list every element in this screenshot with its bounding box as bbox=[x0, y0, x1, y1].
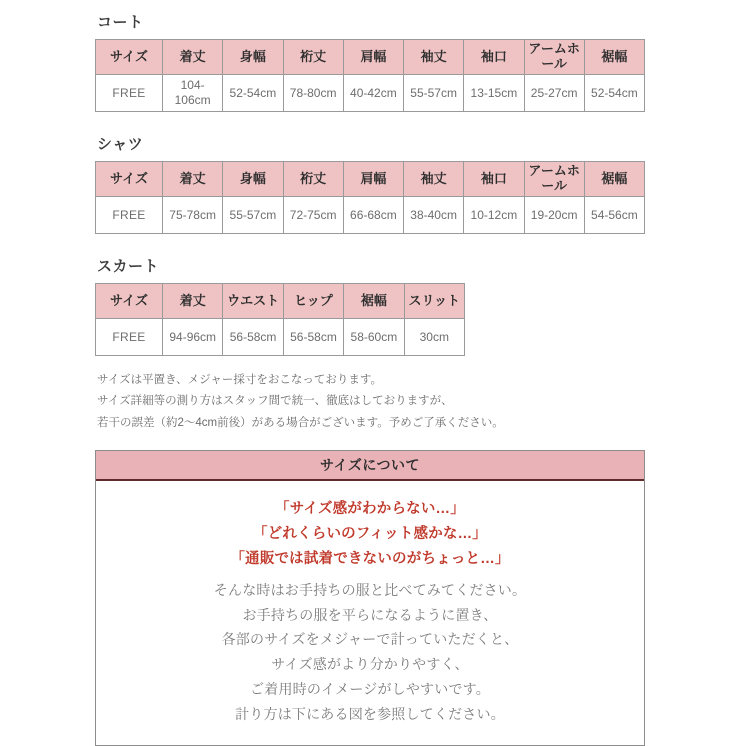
table-header-row bbox=[96, 162, 645, 197]
table-header-row bbox=[96, 40, 645, 75]
section-title-coat: コート bbox=[97, 14, 144, 31]
table-row bbox=[96, 75, 645, 112]
about-quote-line: 「通販では試着できないのがちょっと…」 bbox=[230, 550, 510, 567]
cell-cuff: 13-15cm bbox=[464, 75, 524, 112]
about-body-lines bbox=[96, 578, 644, 727]
table-row bbox=[96, 319, 465, 356]
size-table-coat bbox=[95, 39, 645, 112]
section-title-skirt: スカート bbox=[97, 258, 160, 275]
cell-size: FREE bbox=[96, 319, 163, 356]
about-body-line: 計り方は下にある図を参照してください。 bbox=[235, 706, 505, 723]
cell-armhole: 25-27cm bbox=[524, 75, 584, 112]
about-body-line: サイズ感がより分かりやすく、 bbox=[271, 656, 469, 673]
about-body-line: ご着用時のイメージがしやすいです。 bbox=[250, 681, 490, 698]
disclaimer-line-3: 若干の誤差（約2～4cm前後）がある場合がございます。予めご了承ください。 bbox=[97, 416, 504, 429]
cell-size: FREE bbox=[96, 75, 163, 112]
column-header-hem-width: 裾幅 bbox=[344, 284, 404, 319]
size-table-shirt bbox=[95, 161, 645, 234]
column-header-size: サイズ bbox=[96, 284, 163, 319]
cell-sleeve-length: 55-57cm bbox=[404, 75, 464, 112]
column-header-waist: ウエスト bbox=[223, 284, 283, 319]
cell-slit: 30cm bbox=[404, 319, 464, 356]
cell-hem-width: 58-60cm bbox=[344, 319, 404, 356]
column-header-slit: スリット bbox=[404, 284, 464, 319]
cell-bust-width: 55-57cm bbox=[223, 197, 283, 234]
cell-bust-width: 52-54cm bbox=[223, 75, 283, 112]
cell-cuff: 10-12cm bbox=[464, 197, 524, 234]
about-size-body bbox=[96, 481, 644, 745]
measurement-disclaimer bbox=[97, 370, 645, 434]
column-header-length: 着丈 bbox=[163, 162, 223, 197]
cell-hem-width: 52-54cm bbox=[584, 75, 644, 112]
column-header-size: サイズ bbox=[96, 162, 163, 197]
cell-length: 104-106cm bbox=[163, 75, 223, 112]
column-header-shoulder-width: 肩幅 bbox=[343, 162, 403, 197]
cell-shoulder-width: 66-68cm bbox=[343, 197, 403, 234]
column-header-length: 着丈 bbox=[163, 40, 223, 75]
column-header-size: サイズ bbox=[96, 40, 163, 75]
column-header-sleeve-span: 裄丈 bbox=[283, 162, 343, 197]
cell-hem-width: 54-56cm bbox=[584, 197, 644, 234]
column-header-cuff: 袖口 bbox=[464, 40, 524, 75]
cell-armhole: 19-20cm bbox=[524, 197, 584, 234]
column-header-cuff: 袖口 bbox=[464, 162, 524, 197]
about-body-line: そんな時はお手持ちの服と比べてみてください。 bbox=[213, 581, 527, 598]
about-body-line: お手持ちの服を平らになるように置き、 bbox=[242, 606, 498, 623]
cell-sleeve-span: 72-75cm bbox=[283, 197, 343, 234]
disclaimer-line-2: サイズ詳細等の測り方はスタッフ間で統一、徹底はしておりますが、 bbox=[97, 395, 453, 408]
cell-shoulder-width: 40-42cm bbox=[343, 75, 403, 112]
disclaimer-line-1: サイズは平置き、メジャー採寸をおこなっております。 bbox=[97, 374, 382, 386]
size-table-skirt bbox=[95, 283, 465, 356]
cell-hip: 56-58cm bbox=[283, 319, 343, 356]
column-header-sleeve-span: 裄丈 bbox=[283, 40, 343, 75]
column-header-armhole: アームホール bbox=[524, 40, 584, 75]
column-header-hem-width: 裾幅 bbox=[584, 40, 644, 75]
about-size-banner-title: サイズについて bbox=[96, 451, 644, 481]
about-size-box bbox=[95, 450, 645, 746]
cell-length: 94-96cm bbox=[163, 319, 223, 356]
table-row bbox=[96, 197, 645, 234]
about-quote-line: 「サイズ感がわからない…」 bbox=[275, 500, 465, 517]
column-header-length: 着丈 bbox=[163, 284, 223, 319]
column-header-armhole: アームホール bbox=[524, 162, 584, 197]
about-quote-line: 「どれくらいのフィット感かな…」 bbox=[252, 525, 488, 542]
cell-sleeve-span: 78-80cm bbox=[283, 75, 343, 112]
column-header-bust-width: 身幅 bbox=[223, 162, 283, 197]
column-header-sleeve-length: 袖丈 bbox=[404, 162, 464, 197]
column-header-sleeve-length: 袖丈 bbox=[404, 40, 464, 75]
column-header-hem-width: 裾幅 bbox=[584, 162, 644, 197]
cell-sleeve-length: 38-40cm bbox=[404, 197, 464, 234]
cell-waist: 56-58cm bbox=[223, 319, 283, 356]
column-header-bust-width: 身幅 bbox=[223, 40, 283, 75]
column-header-shoulder-width: 肩幅 bbox=[343, 40, 403, 75]
table-header-row bbox=[96, 284, 465, 319]
about-body-line: 各部のサイズをメジャーで計っていただくと、 bbox=[221, 631, 519, 648]
cell-length: 75-78cm bbox=[163, 197, 223, 234]
cell-size: FREE bbox=[96, 197, 163, 234]
column-header-hip: ヒップ bbox=[283, 284, 343, 319]
section-title-shirt: シャツ bbox=[97, 136, 144, 153]
